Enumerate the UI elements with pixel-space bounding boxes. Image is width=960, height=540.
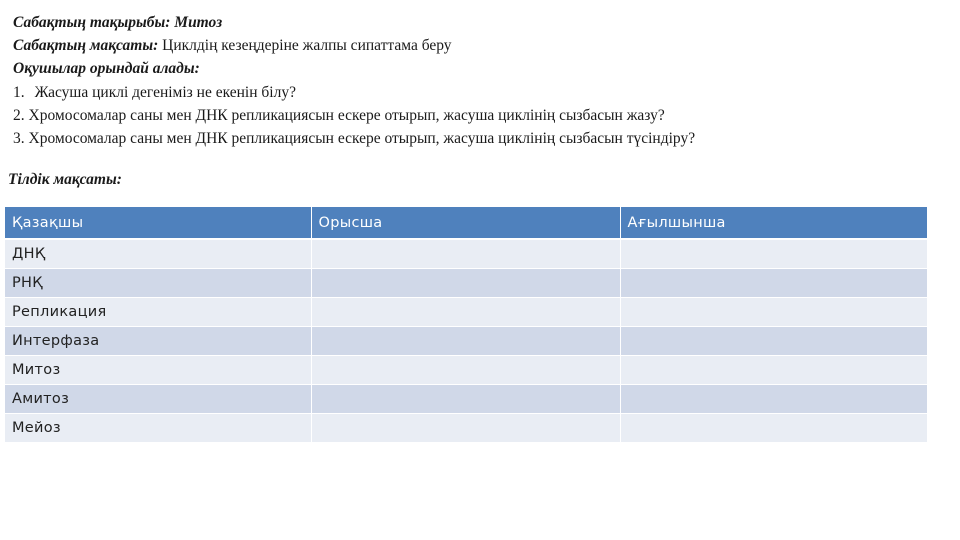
term-english xyxy=(620,356,927,385)
lesson-topic-value: Митоз xyxy=(174,14,223,31)
table-row xyxy=(5,414,927,443)
table-header-row xyxy=(5,207,927,239)
table-row xyxy=(5,327,927,356)
term-english xyxy=(620,239,927,269)
column-header-kazakh: Қазақшы xyxy=(5,207,311,239)
term-english xyxy=(620,385,927,414)
lesson-aim-line xyxy=(13,34,943,57)
term-kazakh: Митоз xyxy=(5,356,311,385)
term-english xyxy=(620,298,927,327)
term-kazakh: Интерфаза xyxy=(5,327,311,356)
term-kazakh: Мейоз xyxy=(5,414,311,443)
table-row xyxy=(5,269,927,298)
outcome-number: 3. xyxy=(13,130,25,148)
outcomes-heading: Оқушылар орындай алады: xyxy=(13,60,200,78)
outcome-item xyxy=(13,127,943,150)
lesson-aim-label: Сабақтың мақсаты: xyxy=(13,37,159,55)
term-russian xyxy=(311,239,620,269)
table-row xyxy=(5,298,927,327)
lesson-info xyxy=(13,11,943,150)
term-russian xyxy=(311,356,620,385)
term-russian xyxy=(311,269,620,298)
outcome-text: Хромосомалар саны мен ДНК репликациясын ескере отырып, жасуша циклінің сызбасын түсіндіру? xyxy=(28,130,696,148)
outcome-number: 1. xyxy=(13,83,25,101)
outcome-item xyxy=(13,81,943,104)
vocabulary-table xyxy=(5,207,927,443)
column-header-russian: Орысша xyxy=(311,207,620,239)
term-kazakh: Амитоз xyxy=(5,385,311,414)
term-russian xyxy=(311,414,620,443)
lesson-topic-line xyxy=(13,11,943,34)
table-row xyxy=(5,239,927,269)
table-row xyxy=(5,385,927,414)
term-english xyxy=(620,327,927,356)
term-kazakh: ДНҚ xyxy=(5,239,311,269)
term-russian xyxy=(311,327,620,356)
term-english xyxy=(620,269,927,298)
column-header-english: Ағылшынша xyxy=(620,207,927,239)
lesson-topic-label: Сабақтың тақырыбы: xyxy=(13,14,171,31)
lesson-aim-value: Циклдің кезеңдеріне жалпы сипаттама беру xyxy=(162,37,452,55)
outcome-text: Жасуша циклі дегеніміз не екенін білу? xyxy=(34,83,296,101)
term-russian xyxy=(311,298,620,327)
table-row xyxy=(5,356,927,385)
term-kazakh: РНҚ xyxy=(5,269,311,298)
language-goal-heading: Тілдік мақсаты: xyxy=(8,171,122,188)
term-kazakh: Репликация xyxy=(5,298,311,327)
term-english xyxy=(620,414,927,443)
outcome-text: Хромосомалар саны мен ДНК репликациясын ескере отырып, жасуша циклінің сызбасын жазу? xyxy=(28,106,665,124)
term-russian xyxy=(311,385,620,414)
outcome-number: 2. xyxy=(13,106,25,124)
outcome-item xyxy=(13,104,943,127)
